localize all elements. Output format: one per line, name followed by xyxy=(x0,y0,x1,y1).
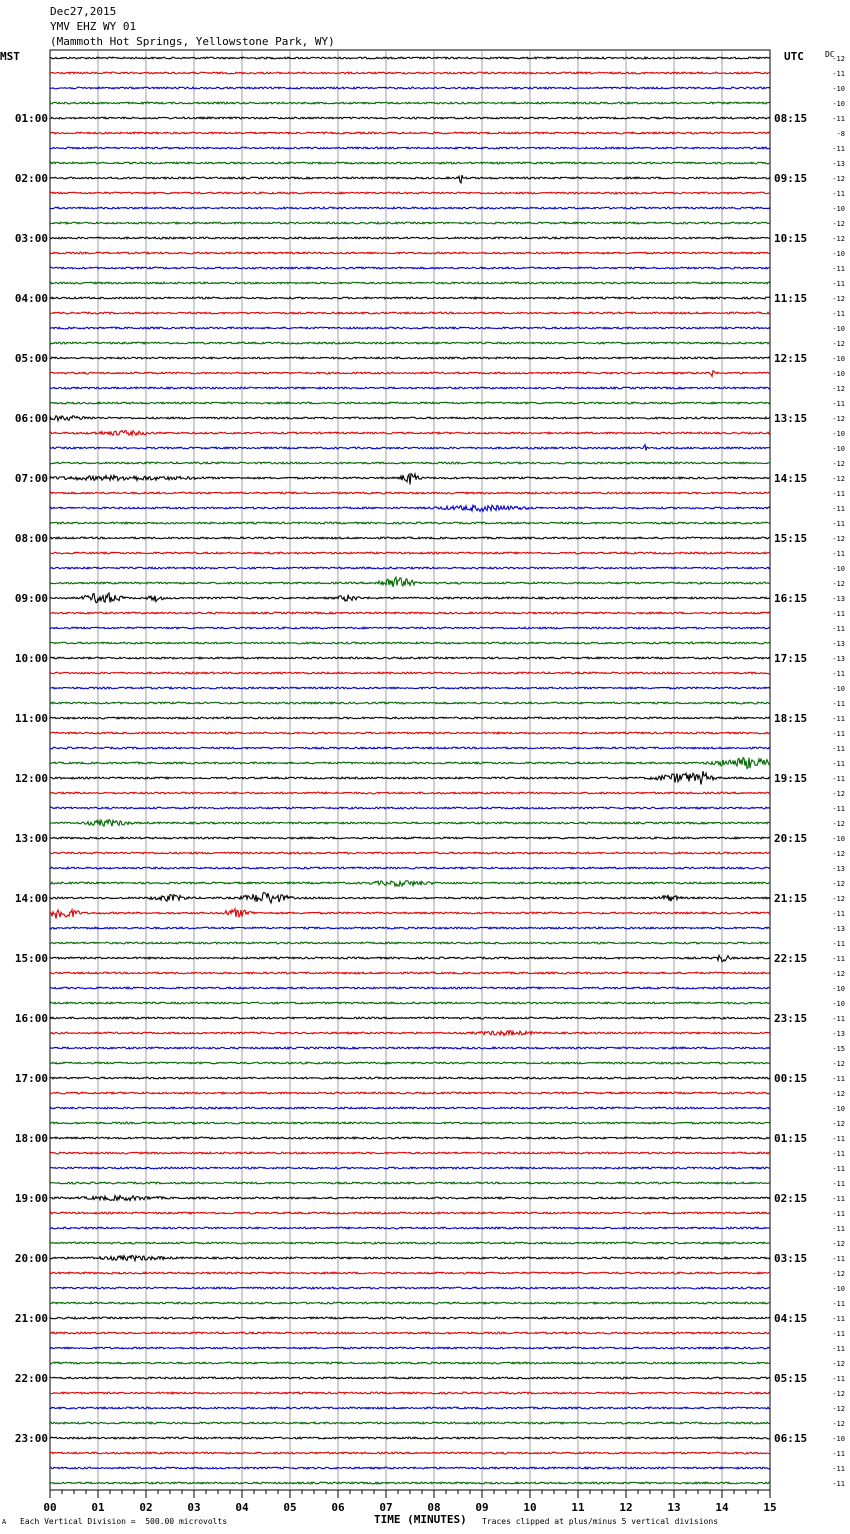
dc-offset-label: -10 xyxy=(832,565,845,573)
seismic-trace xyxy=(50,1002,770,1004)
seismic-trace xyxy=(50,237,770,239)
utc-hour-label: 20:15 xyxy=(774,832,808,845)
seismic-trace xyxy=(50,1482,770,1484)
seismic-trace xyxy=(50,1107,770,1109)
dc-offset-label: -10 xyxy=(832,100,845,108)
dc-offset-label: -12 xyxy=(832,1120,845,1128)
dc-offset-label: -12 xyxy=(832,880,845,888)
dc-offset-label: -11 xyxy=(832,1255,845,1263)
seismic-trace xyxy=(50,771,770,784)
dc-offset-label: -11 xyxy=(832,145,845,153)
dc-offset-label: -13 xyxy=(832,160,845,168)
seismic-trace xyxy=(50,252,770,254)
dc-offset-label: -11 xyxy=(832,940,845,948)
seismic-trace xyxy=(50,732,770,734)
seismic-trace xyxy=(50,1182,770,1184)
utc-hour-label: 08:15 xyxy=(774,112,808,125)
mst-hour-label: 21:00 xyxy=(14,1312,48,1325)
seismic-trace xyxy=(50,1062,770,1064)
dc-offset-label: -12 xyxy=(832,340,845,348)
utc-hour-label: 02:15 xyxy=(774,1192,808,1205)
seismic-trace xyxy=(50,402,770,404)
seismic-trace xyxy=(50,132,770,134)
dc-offset-label: -11 xyxy=(832,265,845,273)
dc-offset-label: -11 xyxy=(832,730,845,738)
seismic-trace xyxy=(50,972,770,974)
utc-hour-label: 12:15 xyxy=(774,352,808,365)
x-tick-label: 02 xyxy=(139,1501,153,1514)
seismic-trace xyxy=(50,312,770,314)
header-date: Dec27,2015 xyxy=(50,5,117,18)
dc-offset-label: -11 xyxy=(832,700,845,708)
seismic-trace xyxy=(50,758,770,769)
dc-offset-label: -11 xyxy=(832,1180,845,1188)
seismic-trace xyxy=(50,462,770,464)
dc-offset-label: -10 xyxy=(832,1285,845,1293)
dc-offset-label: -12 xyxy=(832,1420,845,1428)
seismic-trace xyxy=(50,1242,770,1244)
seismic-trace xyxy=(50,297,770,299)
seismic-trace xyxy=(50,687,770,689)
seismic-trace xyxy=(50,207,770,209)
utc-hour-label: 01:15 xyxy=(774,1132,808,1145)
dc-offset-label: -12 xyxy=(832,475,845,483)
utc-hour-label: 22:15 xyxy=(774,952,808,965)
seismic-trace xyxy=(50,416,770,421)
seismic-trace xyxy=(50,387,770,389)
seismic-trace xyxy=(50,1152,770,1154)
seismic-trace xyxy=(50,1392,770,1394)
seismic-trace xyxy=(50,747,770,749)
mst-hour-label: 15:00 xyxy=(14,952,48,965)
dc-offset-label: -12 xyxy=(832,1060,845,1068)
left-axis-title: MST xyxy=(0,50,20,63)
seismic-trace xyxy=(50,1317,770,1319)
dc-offset-label: -10 xyxy=(832,1435,845,1443)
mst-hour-label: 20:00 xyxy=(14,1252,48,1265)
seismic-trace xyxy=(50,1377,770,1379)
x-tick-label: 03 xyxy=(187,1501,201,1514)
dc-offset-label: -11 xyxy=(832,1165,845,1173)
seismic-trace xyxy=(50,327,770,329)
x-tick-label: 05 xyxy=(283,1501,297,1514)
seismic-trace xyxy=(50,627,770,629)
x-tick-label: 00 xyxy=(43,1501,57,1514)
utc-hour-label: 15:15 xyxy=(774,532,808,545)
dc-offset-label: -11 xyxy=(832,115,845,123)
dc-offset-label: -12 xyxy=(832,220,845,228)
mst-hour-label: 17:00 xyxy=(14,1072,48,1085)
x-tick-label: 08 xyxy=(427,1501,441,1514)
seismic-trace xyxy=(50,593,770,603)
utc-hour-label: 06:15 xyxy=(774,1432,808,1445)
dc-offset-label: -11 xyxy=(832,1480,845,1488)
seismic-trace xyxy=(50,1167,770,1169)
dc-offset-label: -12 xyxy=(832,1240,845,1248)
seismic-trace xyxy=(50,672,770,674)
footer-clip-note: Traces clipped at plus/minus 5 vertical divisions xyxy=(482,1517,719,1526)
dc-offset-label: -10 xyxy=(832,205,845,213)
header-location: (Mammoth Hot Springs, Yellowstone Park, WY) xyxy=(50,35,335,48)
dc-offset-label: -11 xyxy=(832,760,845,768)
x-tick-label: 07 xyxy=(379,1501,393,1514)
dc-offset-label: -10 xyxy=(832,835,845,843)
seismic-trace xyxy=(50,222,770,224)
dc-offset-label: -11 xyxy=(832,550,845,558)
x-tick-label: 09 xyxy=(475,1501,489,1514)
seismic-trace xyxy=(50,1452,770,1454)
dc-offset-label: -10 xyxy=(832,85,845,93)
x-tick-label: 10 xyxy=(523,1501,537,1514)
seismic-trace xyxy=(50,1287,770,1289)
x-tick-label: 13 xyxy=(667,1501,681,1514)
dc-offset-label: -11 xyxy=(832,1225,845,1233)
seismic-trace xyxy=(50,657,770,659)
dc-offset-label: -10 xyxy=(832,250,845,258)
dc-offset-label: -12 xyxy=(832,580,845,588)
footer-scale-note: Each Vertical Division = 500.00 microvolts xyxy=(20,1517,228,1526)
seismic-trace xyxy=(50,57,770,59)
seismic-trace xyxy=(50,909,770,919)
dc-offset-label: -13 xyxy=(832,640,845,648)
dc-offset-label: -11 xyxy=(832,1135,845,1143)
dc-offset-label: -12 xyxy=(832,385,845,393)
seismic-trace xyxy=(50,837,770,839)
dc-offset-label: -12 xyxy=(832,970,845,978)
seismic-trace xyxy=(50,1467,770,1469)
dc-offset-label: -12 xyxy=(832,790,845,798)
seismic-trace xyxy=(50,162,770,164)
utc-hour-label: 10:15 xyxy=(774,232,808,245)
dc-offset-label: -11 xyxy=(832,910,845,918)
seismic-trace xyxy=(50,1302,770,1304)
dc-offset-label: -10 xyxy=(832,985,845,993)
dc-offset-label: -13 xyxy=(832,865,845,873)
dc-label: DC xyxy=(825,50,835,59)
dc-offset-label: -11 xyxy=(832,505,845,513)
seismic-trace xyxy=(50,1047,770,1049)
dc-offset-label: -12 xyxy=(832,820,845,828)
utc-hour-label: 04:15 xyxy=(774,1312,808,1325)
dc-offset-label: -11 xyxy=(832,1015,845,1023)
utc-hour-label: 03:15 xyxy=(774,1252,808,1265)
x-tick-label: 01 xyxy=(91,1501,105,1514)
dc-offset-label: -11 xyxy=(832,805,845,813)
mst-hour-label: 09:00 xyxy=(14,592,48,605)
dc-offset-label: -12 xyxy=(832,850,845,858)
mst-hour-label: 16:00 xyxy=(14,1012,48,1025)
utc-hour-label: 19:15 xyxy=(774,772,808,785)
seismic-trace xyxy=(50,1255,770,1260)
dc-offset-label: -10 xyxy=(832,1105,845,1113)
mst-hour-label: 19:00 xyxy=(14,1192,48,1205)
dc-offset-label: -11 xyxy=(832,190,845,198)
dc-offset-label: -12 xyxy=(832,175,845,183)
mst-hour-label: 06:00 xyxy=(14,412,48,425)
seismic-trace xyxy=(50,1332,770,1334)
dc-offset-label: -12 xyxy=(832,1360,845,1368)
dc-offset-label: -11 xyxy=(832,1345,845,1353)
dc-offset-label: -11 xyxy=(832,1300,845,1308)
dc-offset-label: -13 xyxy=(832,595,845,603)
dc-offset-label: -12 xyxy=(832,1090,845,1098)
mst-hour-label: 01:00 xyxy=(14,112,48,125)
seismic-trace xyxy=(50,282,770,284)
dc-offset-label: -11 xyxy=(832,1375,845,1383)
seismic-trace xyxy=(50,867,770,869)
mst-hour-label: 23:00 xyxy=(14,1432,48,1445)
seismic-trace xyxy=(50,955,770,961)
dc-offset-label: -10 xyxy=(832,430,845,438)
dc-offset-label: -11 xyxy=(832,1450,845,1458)
seismic-trace xyxy=(50,474,770,485)
seismic-trace xyxy=(50,1227,770,1229)
dc-offset-label: -11 xyxy=(832,1075,845,1083)
seismic-trace xyxy=(50,430,770,435)
dc-offset-label: -10 xyxy=(832,370,845,378)
dc-offset-label: -11 xyxy=(832,625,845,633)
seismic-trace xyxy=(50,1437,770,1439)
dc-offset-label: -11 xyxy=(832,745,845,753)
dc-offset-label: -12 xyxy=(832,895,845,903)
dc-offset-label: -11 xyxy=(832,310,845,318)
seismic-trace xyxy=(50,1272,770,1274)
dc-offset-label: -8 xyxy=(836,130,845,138)
dc-offset-label: -11 xyxy=(832,955,845,963)
seismic-trace xyxy=(50,1407,770,1409)
seismic-trace xyxy=(50,852,770,854)
mst-hour-label: 13:00 xyxy=(14,832,48,845)
dc-offset-label: -11 xyxy=(832,1195,845,1203)
seismic-trace xyxy=(50,717,770,719)
x-tick-label: 15 xyxy=(763,1501,777,1514)
utc-hour-label: 00:15 xyxy=(774,1072,808,1085)
seismic-trace xyxy=(50,1092,770,1094)
dc-offset-label: -12 xyxy=(832,295,845,303)
dc-offset-label: -11 xyxy=(832,1330,845,1338)
mst-hour-label: 04:00 xyxy=(14,292,48,305)
dc-offset-label: -12 xyxy=(832,460,845,468)
seismic-trace xyxy=(50,357,770,359)
x-tick-label: 11 xyxy=(571,1501,585,1514)
seismic-trace xyxy=(50,642,770,644)
dc-offset-label: -12 xyxy=(832,1390,845,1398)
seismic-trace xyxy=(50,1347,770,1349)
x-tick-label: 06 xyxy=(331,1501,345,1514)
utc-hour-label: 23:15 xyxy=(774,1012,808,1025)
utc-hour-label: 13:15 xyxy=(774,412,808,425)
dc-offset-label: -11 xyxy=(832,490,845,498)
seismic-trace xyxy=(50,892,770,902)
dc-offset-label: -11 xyxy=(832,610,845,618)
seismic-trace xyxy=(50,72,770,74)
seismic-trace xyxy=(50,1122,770,1124)
header-station: YMV EHZ WY 01 xyxy=(50,20,137,33)
seismic-trace xyxy=(50,820,770,827)
dc-offset-label: -11 xyxy=(832,1465,845,1473)
dc-offset-label: -12 xyxy=(832,1270,845,1278)
dc-offset-label: -10 xyxy=(832,355,845,363)
dc-offset-label: -11 xyxy=(832,400,845,408)
dc-offset-label: -10 xyxy=(832,445,845,453)
dc-offset-label: -13 xyxy=(832,655,845,663)
seismic-trace xyxy=(50,192,770,194)
x-tick-label: 12 xyxy=(619,1501,633,1514)
seismic-trace xyxy=(50,102,770,104)
x-tick-label: 14 xyxy=(715,1501,729,1514)
seismic-trace xyxy=(50,522,770,524)
seismic-trace xyxy=(50,1422,770,1424)
mst-hour-label: 10:00 xyxy=(14,652,48,665)
seismic-trace xyxy=(50,577,770,587)
mst-hour-label: 12:00 xyxy=(14,772,48,785)
utc-hour-label: 17:15 xyxy=(774,652,808,665)
seismic-trace xyxy=(50,567,770,569)
mst-hour-label: 18:00 xyxy=(14,1132,48,1145)
mst-hour-label: 07:00 xyxy=(14,472,48,485)
dc-offset-label: -12 xyxy=(832,235,845,243)
dc-offset-label: -11 xyxy=(832,280,845,288)
seismic-trace xyxy=(50,792,770,794)
mst-hour-label: 05:00 xyxy=(14,352,48,365)
mst-hour-label: 11:00 xyxy=(14,712,48,725)
mst-hour-label: 22:00 xyxy=(14,1372,48,1385)
dc-offset-label: -11 xyxy=(832,520,845,528)
seismic-trace xyxy=(50,175,770,183)
seismic-trace xyxy=(50,1212,770,1214)
dc-offset-label: -11 xyxy=(832,775,845,783)
dc-offset-label: -11 xyxy=(832,715,845,723)
dc-offset-label: -13 xyxy=(832,925,845,933)
footer-left-mark: A xyxy=(2,1518,7,1526)
utc-hour-label: 11:15 xyxy=(774,292,808,305)
mst-hour-label: 14:00 xyxy=(14,892,48,905)
dc-offset-label: -13 xyxy=(832,1030,845,1038)
dc-offset-label: -11 xyxy=(832,670,845,678)
dc-offset-label: -12 xyxy=(832,1405,845,1413)
seismic-trace xyxy=(50,505,770,511)
utc-hour-label: 09:15 xyxy=(774,172,808,185)
seismic-trace xyxy=(50,342,770,344)
utc-hour-label: 14:15 xyxy=(774,472,808,485)
seismic-trace xyxy=(50,267,770,269)
dc-offset-label: -10 xyxy=(832,685,845,693)
right-axis-title: UTC xyxy=(784,50,804,63)
utc-hour-label: 05:15 xyxy=(774,1372,808,1385)
dc-offset-label: -11 xyxy=(832,1315,845,1323)
seismic-trace xyxy=(50,1031,770,1036)
seismic-trace xyxy=(50,87,770,89)
seismic-trace xyxy=(50,1196,770,1201)
seismic-trace xyxy=(50,147,770,149)
dc-offset-label: -10 xyxy=(832,325,845,333)
seismic-trace xyxy=(50,371,770,377)
seismic-trace xyxy=(50,702,770,704)
seismic-trace xyxy=(50,1077,770,1079)
seismic-trace xyxy=(50,942,770,944)
seismic-trace xyxy=(50,927,770,929)
seismic-trace xyxy=(50,537,770,539)
dc-offset-label: -12 xyxy=(832,55,845,63)
mst-hour-label: 08:00 xyxy=(14,532,48,545)
seismic-trace xyxy=(50,445,770,451)
x-tick-label: 04 xyxy=(235,1501,249,1514)
dc-offset-label: -10 xyxy=(832,1000,845,1008)
dc-offset-label: -11 xyxy=(832,1210,845,1218)
seismic-trace xyxy=(50,117,770,119)
dc-offset-label: -15 xyxy=(832,1045,845,1053)
seismic-trace xyxy=(50,1137,770,1139)
seismic-trace xyxy=(50,1017,770,1019)
x-axis-title: TIME (MINUTES) xyxy=(374,1513,467,1526)
mst-hour-label: 02:00 xyxy=(14,172,48,185)
dc-offset-label: -11 xyxy=(832,70,845,78)
utc-hour-label: 16:15 xyxy=(774,592,808,605)
seismic-trace xyxy=(50,612,770,614)
utc-hour-label: 18:15 xyxy=(774,712,808,725)
seismic-trace xyxy=(50,492,770,494)
seismic-trace xyxy=(50,987,770,989)
dc-offset-label: -11 xyxy=(832,1150,845,1158)
dc-offset-label: -12 xyxy=(832,415,845,423)
dc-offset-label: -12 xyxy=(832,535,845,543)
mst-hour-label: 03:00 xyxy=(14,232,48,245)
utc-hour-label: 21:15 xyxy=(774,892,808,905)
seismic-trace xyxy=(50,881,770,886)
seismic-trace xyxy=(50,807,770,809)
seismic-trace xyxy=(50,1362,770,1364)
seismic-trace xyxy=(50,552,770,554)
